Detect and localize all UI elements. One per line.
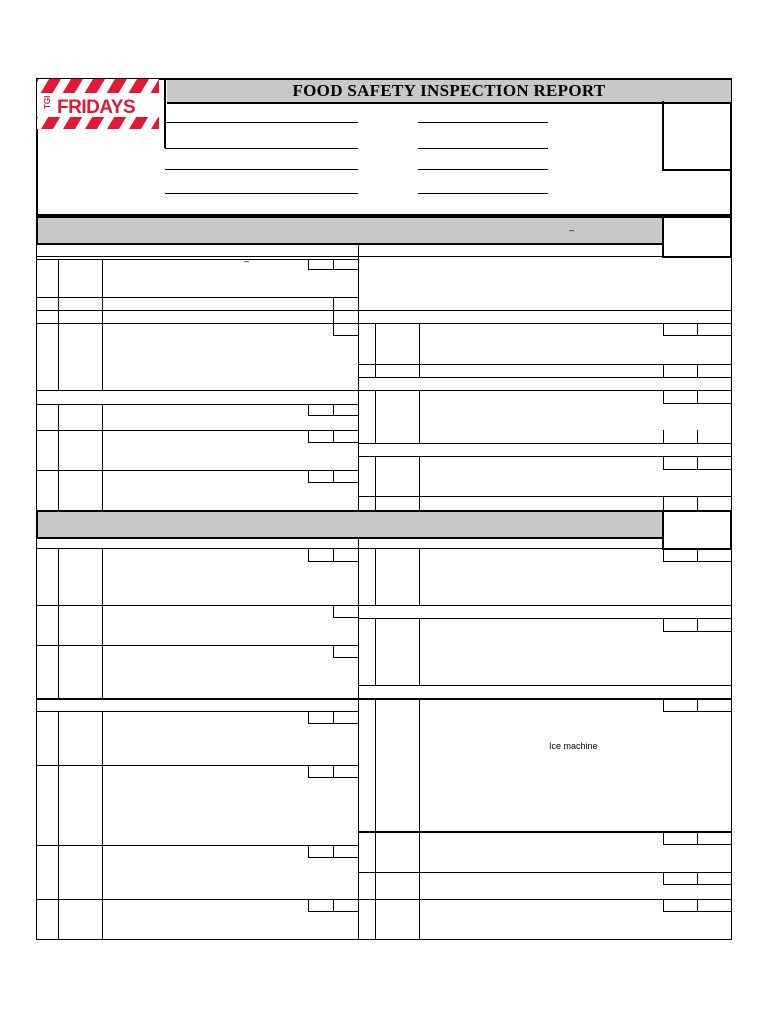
checkbox-single[interactable]: [333, 323, 359, 336]
report-title: FOOD SAFETY INSPECTION REPORT: [167, 80, 731, 104]
col-line: [102, 259, 103, 390]
checkbox-divider: [697, 700, 698, 712]
col-line: [419, 548, 420, 605]
checkbox-divider: [697, 364, 698, 377]
checkbox-divider: [663, 430, 664, 443]
checkbox-divider: [697, 456, 698, 470]
col-line: [419, 700, 420, 940]
checkbox-divider: [333, 470, 334, 483]
row-line: [359, 377, 732, 378]
checkbox-divider: [697, 496, 698, 510]
row-line: [359, 605, 732, 606]
col-line: [58, 259, 59, 390]
col-line: [419, 456, 420, 510]
left-table-section-2: [36, 539, 359, 940]
item-1-dash: –: [244, 256, 250, 266]
checkbox-divider: [333, 548, 334, 562]
row-line: [36, 256, 359, 257]
col-line: [419, 618, 420, 685]
col-line: [375, 618, 376, 685]
header-field-line: [165, 169, 358, 170]
section-2-band: [36, 510, 664, 539]
checkbox-divider: [333, 711, 334, 724]
row-line: [359, 548, 663, 549]
checkbox-divider: [697, 548, 698, 562]
ice-machine-note: Ice machine: [549, 741, 598, 751]
header-field-line: [418, 148, 548, 149]
col-line: [375, 700, 376, 940]
row-line: [359, 310, 732, 311]
col-line: [375, 456, 376, 510]
row-line: [36, 605, 359, 606]
row-line: [36, 297, 359, 298]
col-line: [419, 390, 420, 443]
col-line: [102, 711, 103, 940]
checkbox-divider: [333, 430, 334, 443]
checkbox-divider: [333, 259, 334, 270]
checkbox-single[interactable]: [333, 645, 359, 658]
checkbox-divider: [333, 899, 334, 912]
header-divider: [164, 80, 166, 148]
header-field-line: [418, 122, 548, 123]
checkbox-single[interactable]: [333, 605, 359, 618]
col-line: [58, 404, 59, 510]
checkbox-divider: [697, 899, 698, 912]
col-line: [102, 548, 103, 698]
checkbox-divider: [333, 845, 334, 858]
row-line: [36, 645, 359, 646]
row-line: [36, 310, 359, 311]
row-line: [359, 496, 732, 497]
checkbox-divider: [697, 430, 698, 443]
row-line: [36, 390, 359, 391]
row-line: [359, 685, 732, 686]
col-line: [419, 323, 420, 377]
header-field-line: [418, 169, 548, 170]
header-field-line: [418, 193, 548, 194]
col-line: [102, 404, 103, 510]
checkbox-divider: [697, 323, 698, 336]
checkbox-divider: [663, 364, 664, 377]
checkbox-divider: [663, 496, 664, 510]
checkbox-divider: [697, 873, 698, 885]
checkbox-divider: [333, 404, 334, 416]
logo-tgi-text: TGI: [43, 95, 52, 109]
col-line: [375, 390, 376, 443]
row-line: [36, 323, 359, 324]
row-line: [359, 364, 732, 365]
logo-fridays-text: FRIDAYS: [57, 97, 136, 118]
header-field-line: [165, 148, 358, 149]
score-box: [662, 101, 732, 171]
checkbox-divider: [697, 390, 698, 404]
header-field-line: [165, 193, 358, 194]
checkbox-divider: [333, 765, 334, 778]
checkbox-divider: [697, 618, 698, 632]
tgi-fridays-logo: [37, 79, 165, 149]
checkbox-divider: [697, 833, 698, 845]
header-field-line: [165, 122, 358, 123]
section-1-dash: –: [569, 225, 575, 235]
row-line: [36, 698, 359, 700]
col-line: [58, 711, 59, 940]
row-line: [359, 443, 732, 444]
row-line: [359, 256, 663, 257]
col-line: [375, 548, 376, 605]
col-line: [375, 323, 376, 377]
col-line: [58, 548, 59, 698]
